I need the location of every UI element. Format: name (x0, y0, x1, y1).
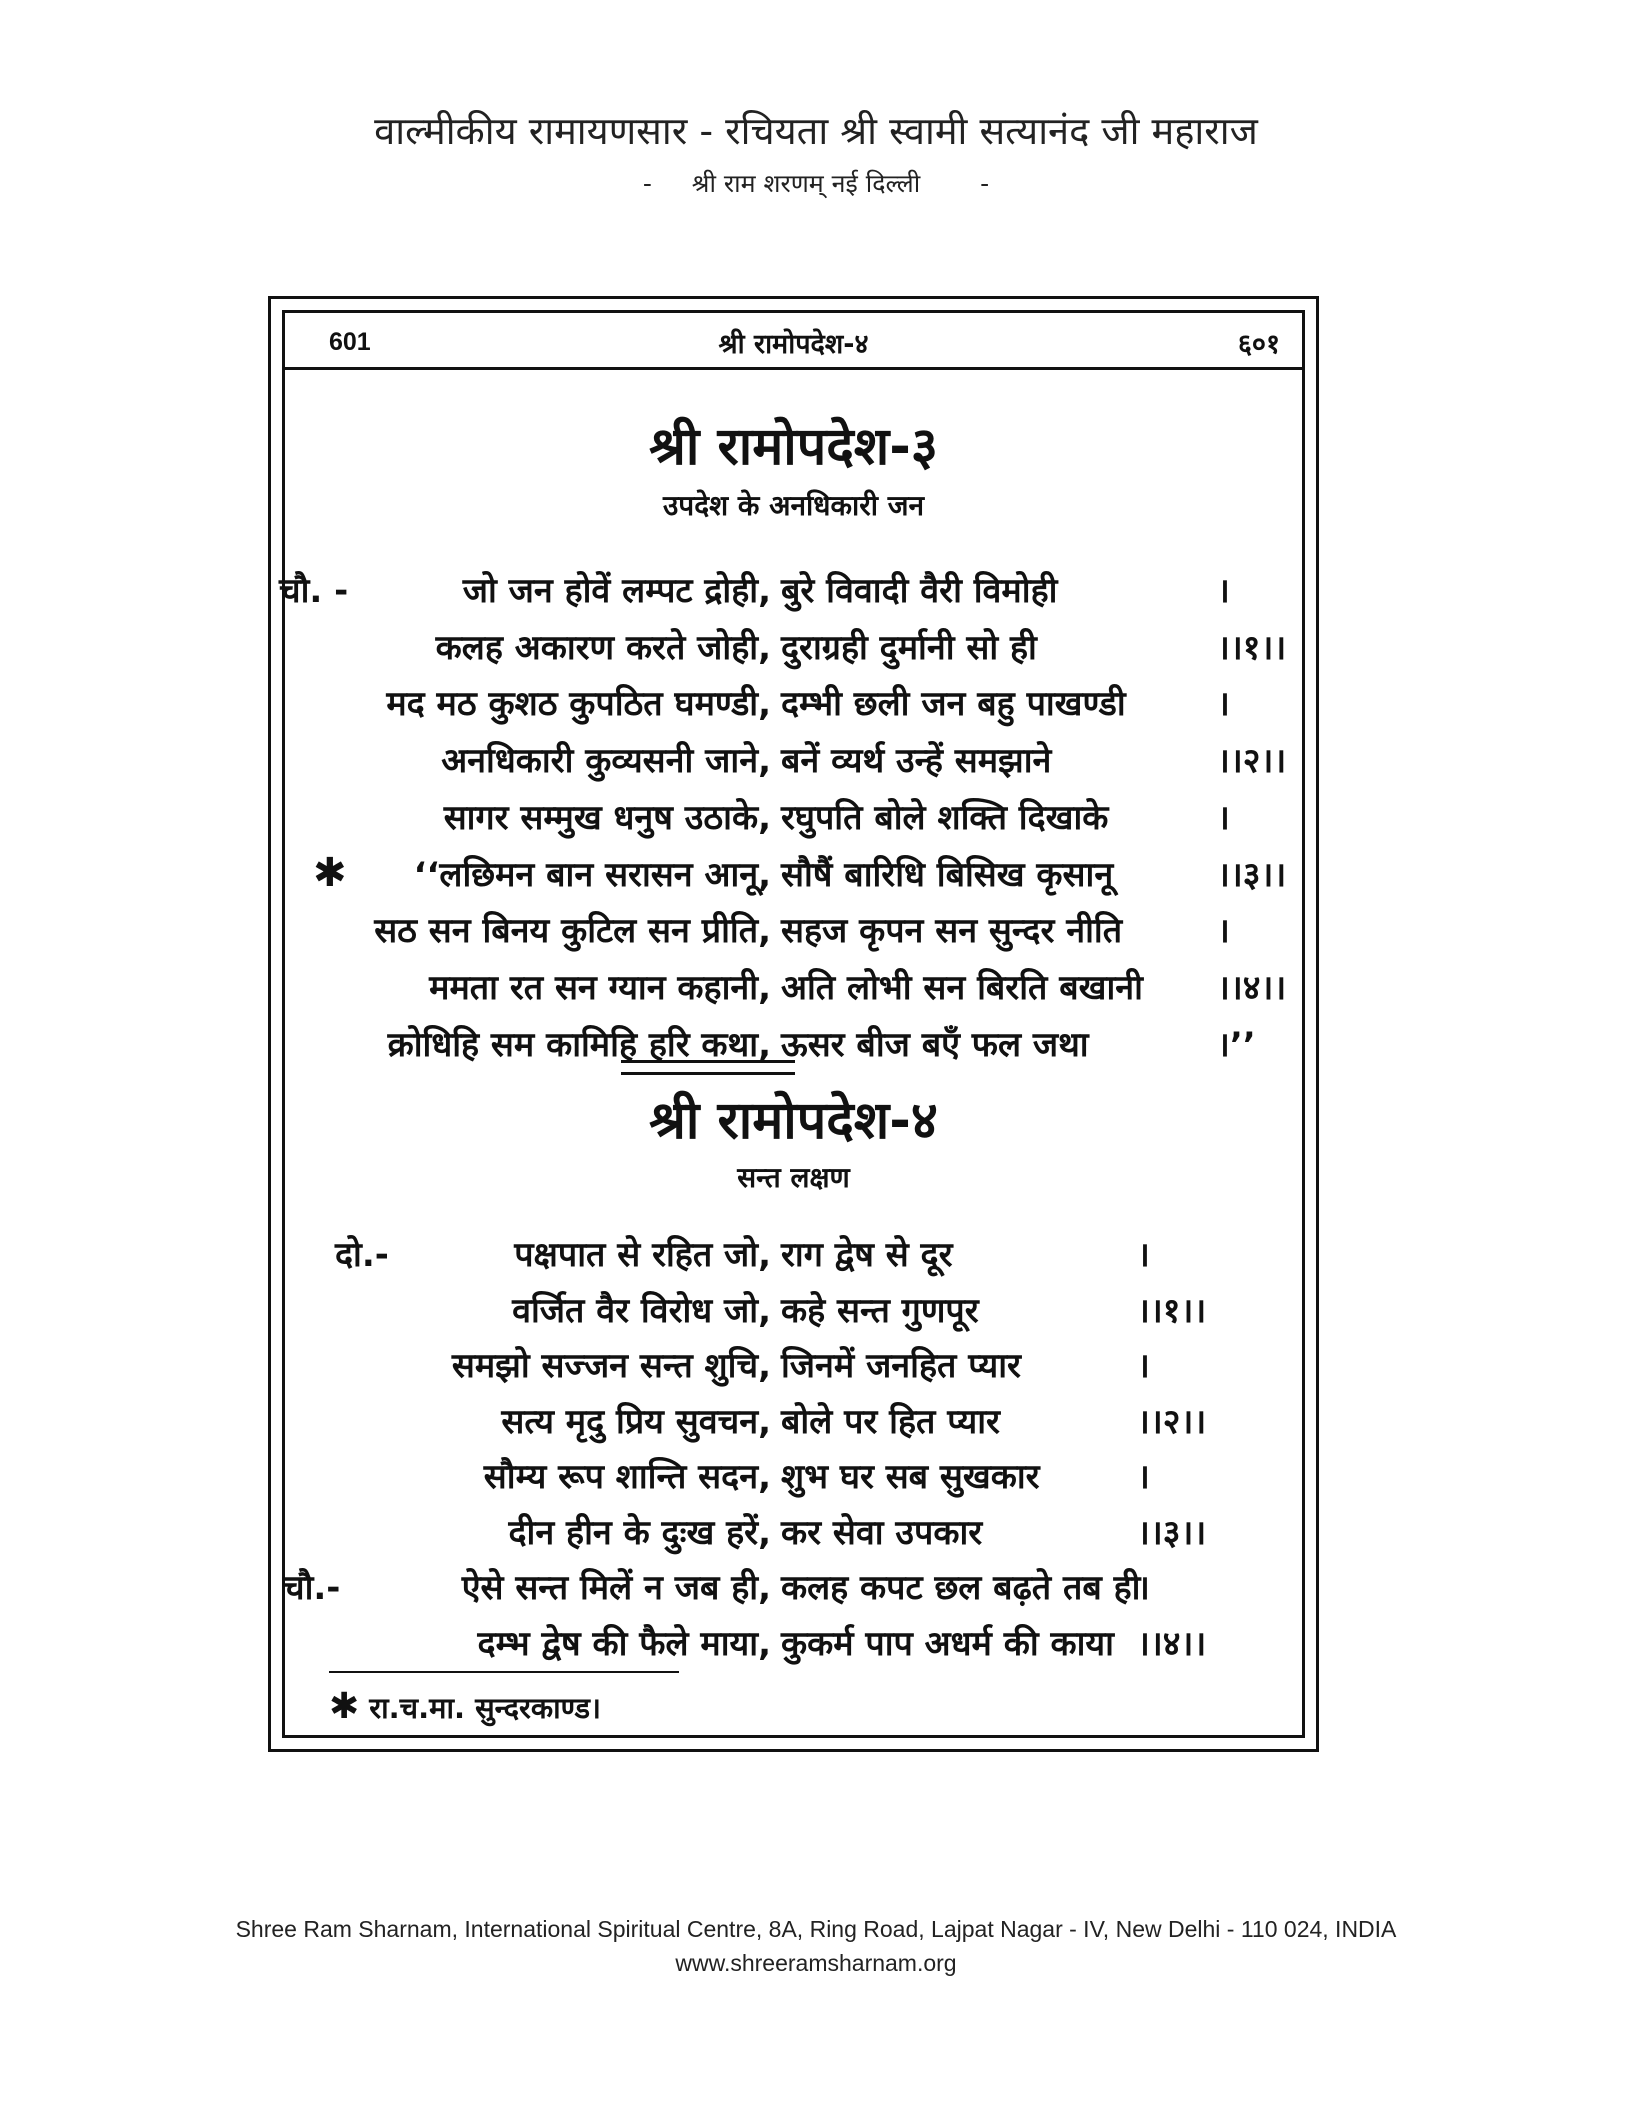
verse-line (285, 623, 1309, 673)
footer-website: www.shreeramsharnam.org (675, 1950, 957, 1976)
verse-end-mark: ।।२।। (1137, 1401, 1207, 1442)
verse-second-half: सौषैं बारिधि बिसिख कृसानू (781, 854, 1114, 895)
verse-end-mark: ।।३।। (1137, 1512, 1207, 1553)
verse-end-mark: । (1137, 1568, 1150, 1608)
footer-address: Shree Ram Sharnam, International Spiritual Centre, 8A, Ring Road, Lajpat Nagar - IV, New Delhi - 110 024, INDIA (235, 1916, 1397, 1942)
verse-second-half: राग द्वेष से दूर (781, 1235, 953, 1275)
verse-first-half: कलह अकारण करते जोही, (435, 627, 771, 668)
footnote (329, 1686, 601, 1727)
section2-subtitle: सन्त लक्षण (737, 1161, 850, 1194)
verse-line (279, 566, 1309, 616)
verse-end-mark: । (1217, 571, 1230, 611)
verse-second-half: शुभ घर सब सुखकार (781, 1457, 1040, 1497)
verse-end-mark: ।।२।। (1217, 741, 1287, 782)
running-title: श्री रामोपदेश-४ (718, 329, 869, 360)
verse-first-half: सौम्य रूप शान्ति सदन, (483, 1457, 771, 1497)
verse-first-half: पक्षपात से रहित जो, (514, 1235, 771, 1275)
section1-subtitle: उपदेश के अनधिकारी जन (662, 489, 925, 522)
verse-first-half: सत्य मृदु प्रिय सुवचन, (501, 1401, 771, 1442)
verse-second-half: कहे सन्त गुणपूर (781, 1290, 979, 1331)
verse-second-half: कुकर्म पाप अधर्म की काया (781, 1623, 1114, 1664)
page-inner-frame (279, 310, 1305, 1738)
verse-line (285, 1286, 1309, 1336)
verse-line (285, 1508, 1309, 1558)
verse-second-half: बोले पर हित प्यार (781, 1401, 1000, 1442)
section2-title: श्री रामोपदेश-४ (649, 1091, 938, 1151)
publisher-subheader (0, 166, 1632, 200)
verse-line (285, 679, 1309, 729)
verse-end-mark: ।।१।। (1217, 627, 1287, 668)
verse-second-half: बुरे विवादी वैरी विमोही (781, 571, 1058, 611)
verse-line (285, 793, 1309, 843)
verse-line (285, 1230, 1309, 1280)
footnote-rule (329, 1671, 679, 1673)
verse-second-half: अति लोभी सन बिरति बखानी (781, 967, 1143, 1008)
verse-end-mark: ।’’ (1217, 1024, 1256, 1065)
verse-line (285, 1563, 1309, 1613)
asterisk-icon: ✱ (313, 849, 347, 896)
verse-line (285, 1619, 1309, 1669)
verse-line (285, 736, 1309, 786)
verse-end-mark: ।।४।। (1137, 1623, 1207, 1664)
verse-first-half: दीन हीन के दुःख हरें, (508, 1512, 771, 1553)
verse-end-mark: ।।३।। (1217, 854, 1287, 895)
verse-second-half: कलह कपट छल बढ़ते तब ही (781, 1568, 1141, 1608)
page-frame (268, 296, 1319, 1752)
verse-second-half: जिनमें जनहित प्यार (781, 1346, 1021, 1386)
verse-end-mark: । (1137, 1235, 1150, 1275)
verse-end-mark: ।।१।। (1137, 1290, 1207, 1331)
subheader-text: श्री राम शरणम् नई दिल्ली (691, 169, 921, 198)
footnote-text: रा.च.मा. सुन्दरकाण्ड। (369, 1691, 601, 1725)
verse-end-mark: ।।४।। (1217, 967, 1287, 1008)
verse-second-half: ऊसर बीज बएँ फल जथा (781, 1024, 1089, 1065)
page-number-latin: 601 (329, 328, 371, 356)
verse-meter-label: चौ. - (279, 571, 349, 611)
verse-end-mark: । (1137, 1346, 1150, 1386)
verse-end-mark: । (1217, 911, 1230, 952)
verse-second-half: दम्भी छली जन बहु पाखण्डी (781, 684, 1126, 725)
book-title-header: वाल्मीकीय रामायणसार - रचियता श्री स्वामी सत्यानंद जी महाराज (374, 109, 1258, 153)
verse-second-half: रघुपति बोले शक्ति दिखाके (781, 797, 1109, 838)
verse-first-half: दम्भ द्वेष की फैले माया, (477, 1623, 771, 1664)
verse-line (285, 1397, 1309, 1447)
verse-first-half: ऐसे सन्त मिलें न जब ही, (461, 1568, 771, 1608)
verse-first-half: समझो सज्जन सन्त शुचि, (451, 1346, 771, 1386)
verse-first-half: अनधिकारी कुव्यसनी जाने, (441, 741, 771, 782)
subheader-right-dash: - (980, 169, 990, 198)
verse-line (285, 1452, 1309, 1502)
verse-first-half: ममता रत सन ग्यान कहानी, (429, 967, 771, 1008)
verse-line (285, 963, 1309, 1013)
verse-line (285, 1341, 1309, 1391)
section-divider (621, 1060, 795, 1075)
verse-second-half: बनें व्यर्थ उन्हें समझाने (781, 741, 1052, 782)
verse-line (285, 1020, 1309, 1070)
verse-end-mark: । (1137, 1457, 1150, 1497)
verse-line (285, 850, 1309, 900)
section1-title: श्री रामोपदेश-३ (649, 417, 938, 477)
verse-meter-label: चौ.- (283, 1568, 341, 1608)
verse-first-half: सठ सन बिनय कुटिल सन प्रीति, (374, 911, 771, 952)
verse-first-half: वर्जित वैर विरोध जो, (512, 1290, 771, 1331)
asterisk-icon: ✱ (329, 1686, 360, 1727)
verse-second-half: सहज कृपन सन सुन्दर नीति (781, 911, 1123, 952)
subheader-left-dash: - (642, 169, 652, 198)
verse-first-half: क्रोधिहि सम कामिहि हरि कथा, (387, 1024, 771, 1065)
verse-second-half: कर सेवा उपकार (781, 1512, 983, 1553)
verse-first-half: ‘‘लछिमन बान सरासन आनू, (413, 854, 771, 895)
verse-first-half: सागर सम्मुख धनुष उठाके, (443, 797, 771, 838)
verse-first-half: मद मठ कुशठ कुपठित घमण्डी, (386, 684, 771, 725)
verse-line (285, 906, 1309, 956)
verse-end-mark: । (1217, 797, 1230, 838)
verse-first-half: जो जन होवें लम्पट द्रोही, (462, 571, 771, 611)
page-number-devanagari: ६०१ (1237, 329, 1280, 360)
verse-end-mark: । (1217, 684, 1230, 725)
verse-second-half: दुराग्रही दुर्मानी सो ही (781, 627, 1037, 668)
running-head (285, 313, 1302, 370)
verse-meter-label: दो.- (335, 1235, 389, 1275)
